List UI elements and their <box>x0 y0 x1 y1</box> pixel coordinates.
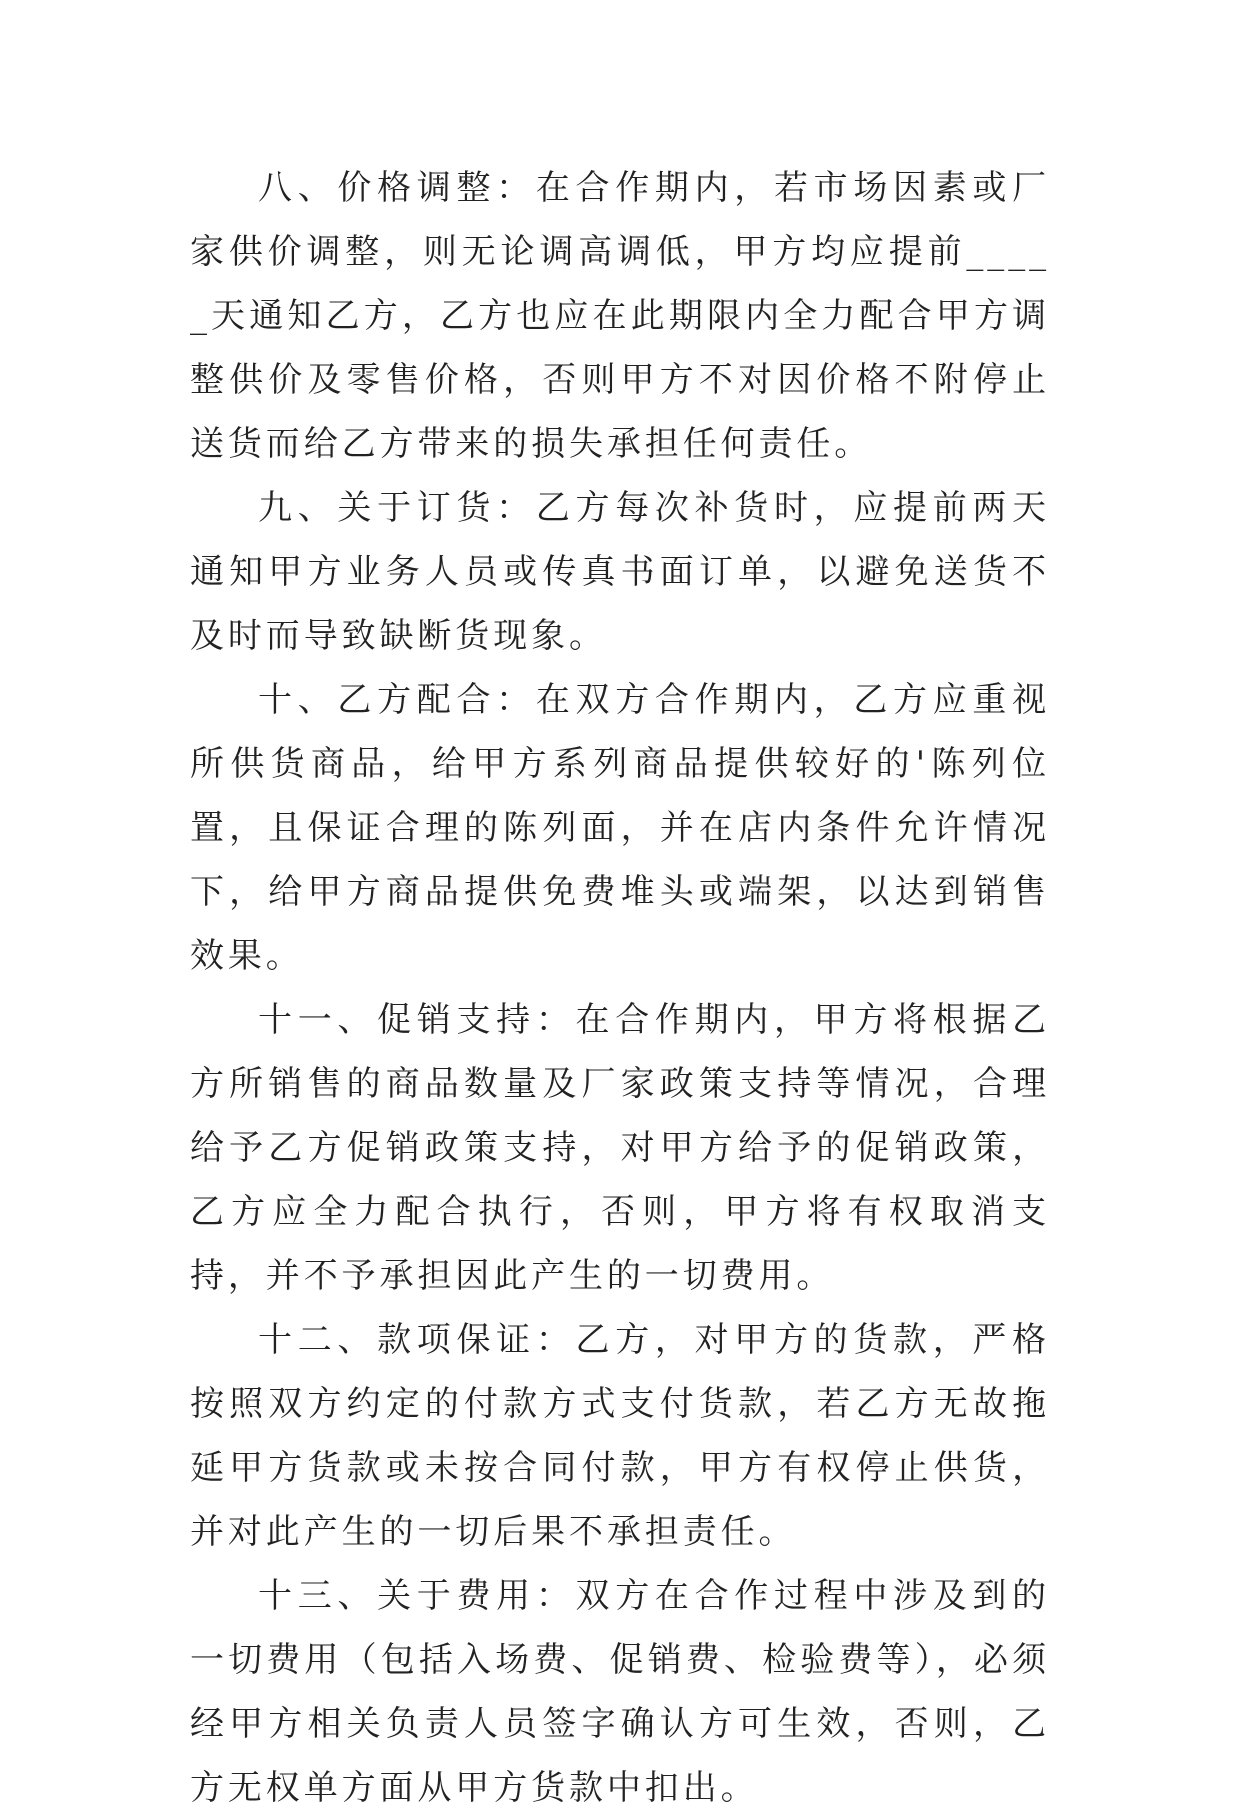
clause-13-fees: 十三、关于费用：双方在合作过程中涉及到的一切费用（包括入场费、促销费、检验费等），必须经甲方相关负责人员签字确认方可生效，否则，乙方无权单方面从甲方货款中扣出。 <box>190 1576 1050 1808</box>
clause-12-payment-guarantee: 十二、款项保证：乙方，对甲方的货款，严格按照双方约定的付款方式支付货款，若乙方无故拖延甲方货款或未按合同付款，甲方有权停止供货，并对此产生的一切后果不承担责任。 <box>190 1320 1050 1552</box>
clause-8-price-adjustment: 八、价格调整：在合作期内，若市场因素或厂家供价调整，则无论调高调低，甲方均应提前_____天通知乙方，乙方也应在此期限内全力配合甲方调整供价及零售价格，否则甲方不对因价格不附停止送货而给乙方带来的损失承担任何责任。 <box>190 168 1050 464</box>
clause-9-ordering: 九、关于订货：乙方每次补货时，应提前两天通知甲方业务人员或传真书面订单，以避免送货不及时而导致缺断货现象。 <box>190 488 1050 656</box>
clause-10-cooperation: 十、乙方配合：在双方合作期内，乙方应重视所供货商品，给甲方系列商品提供较好的'陈列位置，且保证合理的陈列面，并在店内条件允许情况下，给甲方商品提供免费堆头或端架，以达到销售效果。 <box>190 680 1050 976</box>
document-body <box>190 156 1050 1820</box>
clause-11-promotion-support: 十一、促销支持：在合作期内，甲方将根据乙方所销售的商品数量及厂家政策支持等情况，合理给予乙方促销政策支持，对甲方给予的促销政策，乙方应全力配合执行，否则，甲方将有权取消支持，并不予承担因此产生的一切费用。 <box>190 1000 1050 1296</box>
